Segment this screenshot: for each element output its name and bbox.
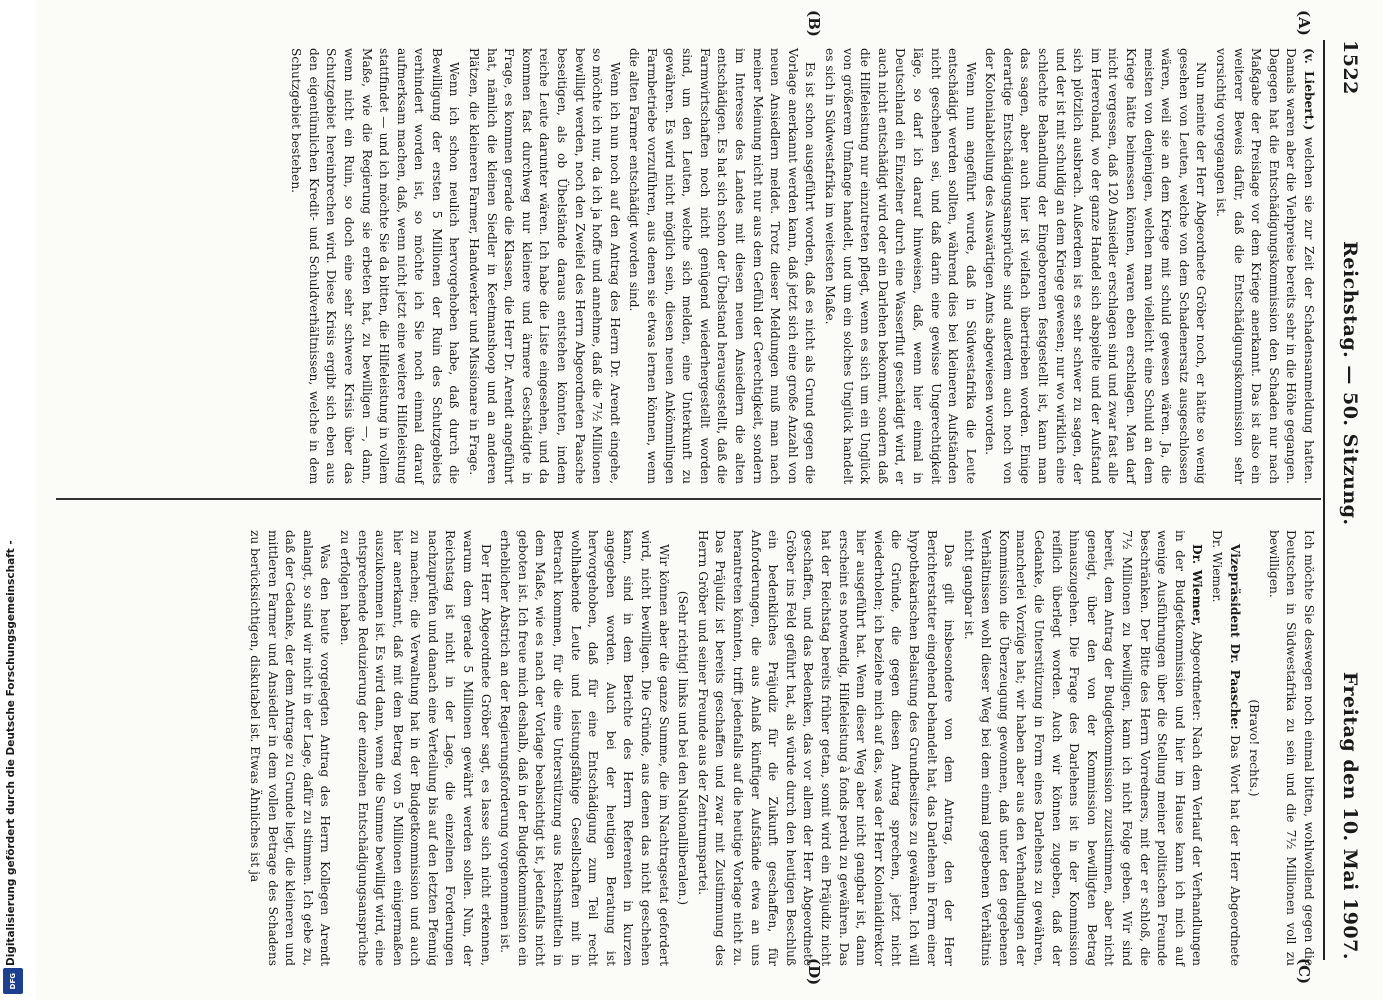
- session-date: Freitag den 10. Mai 1907.: [1339, 671, 1361, 960]
- page-header: [1329, 40, 1371, 960]
- paragraph: Nun meinte der Herr Abgeordnete Gröber noch, er hätte so wenig gesehen von Leuten, welche von dem Schadenersatz ausgeschlossen wären, weil sie an dem Kriege mit schuld gewesen wären. Ja, die meisten von denjenigen, welchen man vielleicht eine Schuld an dem Kriege hätte beimessen können, waren eben erschlagen. Man darf nicht vergessen, daß 120 Ansiedler erschlagen sind und zwar fast alle im Hereroland, wo der ganze Handel sich abspielte und der Aufstand sich plötzlich ausbrach. Außerdem ist es sehr schwer zu sagen, der und der ist mit schuldig an dem Kriege gewesen; nur wo wirklich eine schlechte Behandlung der Eingeborenen festgestellt ist, kann man das sagen, aber auch hier ist vielfach übertrieben worden. Einige derartige Entschädigungsansprüche sind außerdem auch noch von der Kolonialabteilung des Auswärtigen Amts abgewiesen worden.: [983, 48, 1209, 484]
- scanned-page: [36, 0, 1383, 1000]
- dfg-logo-icon: [3, 968, 23, 994]
- applause-note: (Bravo! rechts.): [1247, 699, 1262, 797]
- speech-paragraph: Wir können aber die ganze Summe, die im Nachtragsetat gefordert wird, nicht bewilligen. Die Gründe, aus denen das nicht geschehen kann, sind in dem Berichte des Herrn Referenten in kurzen angegeben worden. Auch bei der heutigen Beratung ist hervorgehoben, daß für eine Entschädigung zum Teil recht wohlhabende Leute und leistungsfähige Gesellschaften mit in Betracht kommen, für die eine Unterstützung aus Reichsmitteln in dem Maße, wie es nach der Vorlage beabsichtigt ist, jedenfalls nicht geboten ist. Ich freue mich deshalb, daß in der Budgetkommission ein erheblicher Abstrich an der Regierungsforderung vorgenommen ist.: [498, 530, 671, 966]
- paragraph: Ich möchte Sie deswegen noch einmal bitten, wohlwollend gegen die Deutschen in Südwestafrika zu sein und die 7½ Millionen voll zu bewilligen.: [1266, 530, 1316, 966]
- margin-marker-d: (D): [805, 958, 823, 986]
- digitization-footer: [0, 0, 26, 1000]
- left-column: [289, 48, 1317, 484]
- digitization-credit: Digitalisierung gefördert durch die Deutsche Forschungsgemeinschaft -: [5, 540, 17, 966]
- speech-paragraph: Das gilt insbesondere von dem Antrag, den der Herr Berichterstatter eingehend behandelt hat, das Darlehen in Form einer hypothekarischen Belastung des Grundbesitzes zu gewähren. Ich will die Gründe, die gegen diesen Antrag sprechen, jetzt nicht wiederholen; ich beziehe mich auf das, was der Herr Kolonialdirektor hier ausgeführt hat. Wenn dieser Weg aber nicht gangbar ist, dann erscheint es notwendig, Hilfeleistung à fonds perdu zu gewähren. Das hat der Reichstag bereits früher getan, somit wird ein Präjudiz nicht geschaffen, und das Bedenken, das vor allem der Herr Abgeordnete Gröber ins Feld geführt hat, als würde durch den heutigen Beschluß ein bedenkliches Präjudiz für die Zukunft geschaffen, für Anforderungen, die aus Anlaß künftiger Aufstände etwa an uns herantreten könnten, trifft jedenfalls auf die heutige Vorlage nicht zu. Das Präjudiz ist bereits geschaffen und zwar mit Zustimmung des Herrn Gröber und seiner Freunde aus der Zentrumspartei.: [695, 530, 957, 966]
- speech-paragraph: Nach dem Verlauf der Verhandlungen in der Budgetkommission und hier im Hause kann ich mich auf wenige Ausführungen über die Stellung meiner politischen Freunde beschränken. Der Bitte des Herrn Vorredners, mit der er schloß, die 7½ Millionen zu bewilligen, kann ich nicht Folge geben. Wir sind bereit, dem Antrag der Budgetkommission zuzustimmen, aber nicht geneigt, über den von der Kommission bewilligten Betrag hinauszugehen. Die Frage des Darlehens ist in der Kommission reiflich überlegt worden. Auch wir können zugeben, daß der Gedanke, die Unterstützung in Form eines Darlehens zu gewähren, mancherlei Vorzüge hat; wir haben aber aus den Verhandlungen der Kommission die Überzeugung gewonnen, daß unter den gegebenen Verhältnissen wohl dieser Weg bei dem einmal gegebenen Verhältnis nicht gangbar ist.: [961, 530, 1205, 967]
- column-divider: [56, 498, 1321, 500]
- speaker-name: Dr. Wiemer,: [1190, 544, 1205, 627]
- chair-speaker: Vizepräsident Dr. Paasche:: [1227, 544, 1242, 730]
- chair-text: Das Wort hat der Herr Abgeordnete Dr. Wiemer.: [1210, 530, 1242, 966]
- paragraph: Wenn ich schon neulich hervorgehoben habe, daß durch die Bewilligung der ersten 5 Millionen der Ruin des Schutzgebiets verhindert worden ist, so möchte ich Sie noch einmal darauf aufmerksam machen, daß, wenn nicht jetzt eine weitere Hilfeleistung stattfindet — und ich möchte Sie da bitten, die Hilfeleistung in vollem Maße, wie die Regierung sie erbeten hat, zu bewilligen —, dann, wenn nicht ein Ruin, so doch eine sehr schwere Krisis über das Schutzgebiet hereinbrechen wird. Diese Krisis ergibt sich eben aus den eigentümlichen Kredit- und Schuldverhältnissen, welche in dem Schutzgebiet bestehen.: [289, 48, 462, 484]
- speech-paragraph: Der Herr Abgeordnete Gröber sagt, es lasse sich nicht erkennen, warum dem gerade 5 Millionen gewährt werden sollen. Nun, der Reichstag ist nicht in der Lage, die einzelnen Forderungen nachzuprüfen und danach eine Verteilung bis auf den letzten Pfennig zu machen; die Verwaltung hat in der Budgetkommission und auch hier anerkannt, daß mit dem Betrag von 5 Millionen einigermaßen auszukommen ist. Es wird dann, wenn die Summe bewilligt wird, eine entsprechende Reduzierung der einzelnen Entschädigungsansprüche zu erfolgen haben.: [337, 530, 493, 966]
- paragraph: welchen sie zur Zeit der Schadensanmeldung hatten. Damals waren aber die Viehpreise bereits sehr in die Höhe gegangen. Dagegen hat die Entschädigungskommission den Schaden nur nach Maßgabe der Preislage vor dem Kriege anerkannt. Das ist also ein weiterer Beweis dafür, daß die Entschädigungskommission sehr vorsichtig vorgegangen ist.: [1214, 48, 1316, 484]
- right-column: [57, 530, 1317, 966]
- speaker-tag: (v. Liebert.): [1302, 48, 1316, 131]
- header-rule: [1323, 40, 1325, 960]
- margin-marker-c: (C): [1295, 958, 1313, 985]
- margin-marker-a: (A): [1295, 10, 1313, 36]
- paragraph: Wenn nun angeführt wurde, daß in Südwestafrika die Leute entschädigt werden sollten, während dies bei kleineren Aufständen nicht geschehen sei, und daß darin eine gewisse Ungerechtigkeit läge, so darf ich darauf hinweisen, daß, wenn hier einmal in Deutschland ein Einzelner durch eine Wasserflut geschädigt wird, er auch nicht entschädigt wird oder ein Darlehen bekommt, sondern daß die Hilfeleistung nur einzutreten pflegt, wenn es sich um ein Unglück von größerem Umfange handelt, und um ein solches Unglück handelt es sich in Südwestafrika im weitesten Maße.: [822, 48, 978, 484]
- margin-marker-b: (B): [805, 10, 823, 37]
- page-number: 1522: [1339, 40, 1361, 95]
- interjection-note: (Sehr richtig! links und bei den Nationalliberalen.): [676, 590, 691, 906]
- page-title: Reichstag. — 50. Sitzung.: [1339, 241, 1361, 526]
- dfg-logo-text: DFG: [9, 972, 17, 990]
- speaker-role: Abgeordneter:: [1190, 631, 1205, 722]
- paragraph: Wenn ich nun noch auf den Antrag des Herrn Dr. Arendt eingehe, so möchte ich nur, da ich ja hoffe und annehme, daß die 7½ Millionen bewilligt werden, noch den Zweifel des Herrn Abgeordneten Paasche beseitigen, als ob Übelstände daraus entstehen könnten, indem reiche Leute darunter wären. Ich habe die Liste eingesehen, und da kommen fast durchweg nur kleinere und ärmere Geschädigte in Frage, es kommen gerade die Klassen, die Herr Dr. Arendt angeführt hat, nämlich die kleinen Siedler in Keetmanshoop und an anderen Plätzen, die kleineren Farmer, Handwerker und Missionare in Frage.: [467, 48, 622, 484]
- paragraph: Es ist schon ausgeführt worden, daß es nicht als Grund gegen die Vorlage anerkannt werden kann, daß jetzt sich eine große Anzahl von neuen Ansiedlern meldet. Trotz dieser Meldungen muß man nach meiner Meinung nicht nur aus dem Gefühl der Gerechtigkeit, sondern im Interesse des Landes mit diesen neuen Ansiedlern die alten entschädigen. Es hat sich schon der Übelstand herausgestellt, daß die Farmwirtschaften noch nicht genügend wiederhergestellt worden sind, um den Leuten, welche sich melden, eine Unterkunft zu gewähren. Es wird nicht möglich sein, diesen neuen Ankömmlingen Farmbetriebe vorzuführen, aus denen sie etwas lernen können, wenn die alten Farmer entschädigt worden sind.: [627, 48, 818, 484]
- speech-paragraph: Was den heute vorgelegten Antrag des Herrn Kollegen Arendt anlangt, so sind wir nicht in der Lage, dafür zu stimmen. Ich gebe zu, daß der Gedanke, der dem Antrage zu Grunde liegt, die kleineren und mittleren Farmer und Ansiedler in dem vollen Betrage des Schadens zu berücksichtigen, diskutabel ist. Etwas Ähnliches ist ja: [247, 530, 333, 966]
